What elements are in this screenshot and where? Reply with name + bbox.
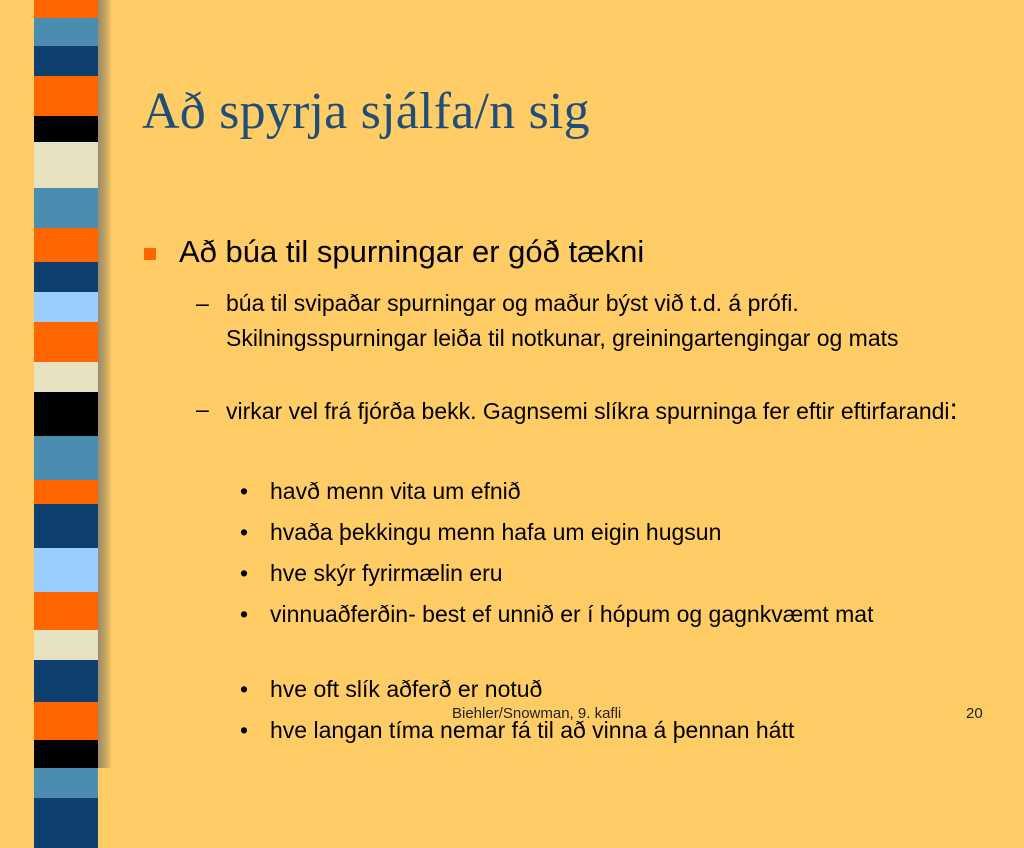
stripe-bands: [34, 0, 98, 768]
dot-bullet-icon: •: [240, 478, 249, 504]
page-number: 20: [966, 705, 983, 722]
decorative-stripe: [0, 0, 118, 768]
main-bullet: [144, 234, 644, 270]
slide-footer: Biehler/Snowman, 9. kafli: [452, 705, 622, 722]
list-item-text: havð menn vita um efnið: [270, 478, 521, 504]
sub-bullet-colon: :: [949, 393, 958, 426]
square-bullet-icon: [144, 248, 156, 260]
dot-bullet-icon: •: [240, 601, 249, 627]
list-item: [240, 515, 980, 550]
sub-bullet-text: [226, 392, 996, 429]
main-bullet-text: Að búa til spurningar er góð tækni: [179, 234, 645, 269]
list-item-text: hvaða þekkingu menn hafa um eigin hugsun: [270, 519, 722, 545]
dot-bullet-icon: •: [240, 560, 249, 586]
sub-bullet-text-main: virkar vel frá fjórða bekk. Gagnsemi slíkra spurninga fer eftir eftirfarandi: [226, 398, 950, 424]
list-item: [240, 474, 980, 509]
dash-icon: –: [196, 396, 209, 422]
dot-bullet-icon: •: [240, 717, 249, 743]
list-item: [240, 556, 980, 591]
sub-bullet-2: [196, 392, 996, 429]
slide-title: Að spyrja sjálfa/n sig: [142, 83, 590, 140]
list-item-text: hve langan tíma nemar fá til að vinna á þennan hátt: [270, 717, 795, 743]
list-item-text: vinnuaðferðin- best ef unnið er í hópum og gagnkvæmt mat: [270, 601, 874, 627]
dot-bullet-icon: •: [240, 519, 249, 545]
list-item: [240, 597, 980, 632]
list-item-text: hve oft slík aðferð er notuð: [270, 676, 543, 702]
stripe-shadow: [98, 0, 112, 768]
sub-bullet-1: [196, 286, 996, 356]
sub-bullet-text: búa til svipaðar spurningar og maður býst við t.d. á prófi. Skilningsspurningar leiða til notkunar, greiningartengingar og mats: [226, 290, 899, 351]
dot-bullet-icon: •: [240, 676, 249, 702]
list-item-text: hve skýr fyrirmælin eru: [270, 560, 503, 586]
list-item: [240, 672, 980, 707]
dash-icon: –: [196, 290, 209, 316]
